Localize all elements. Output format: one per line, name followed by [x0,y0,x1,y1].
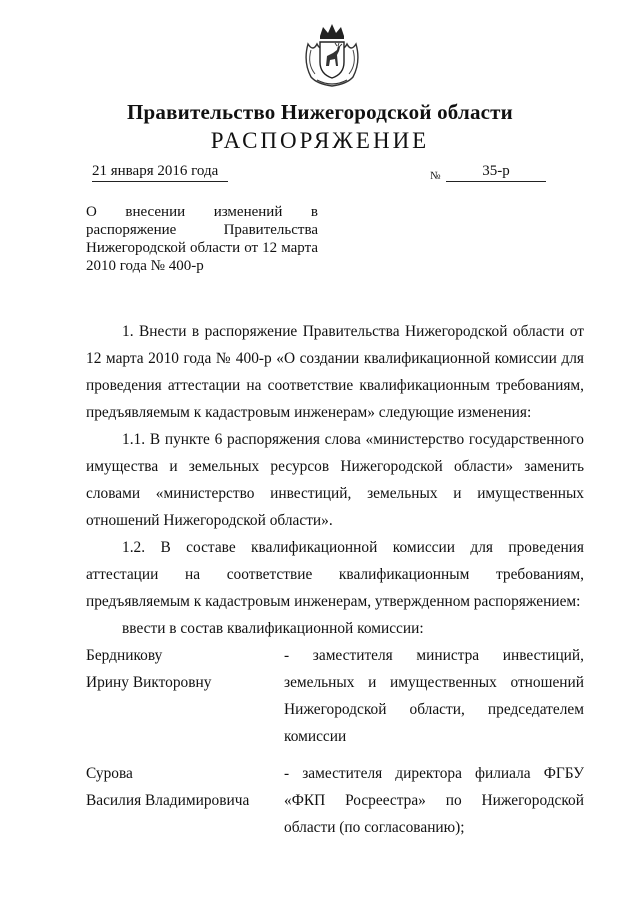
member-surname: Бердникову [86,647,163,664]
member-name [86,760,284,841]
paragraph-1-2: 1.2. В составе квалификационной комиссии для проведения аттестации на соответствие квалификационным требованиям, предъявляемым к кадастровым инженерам, утвержденном распоряжением: [86,539,584,610]
member-role: - заместителя директора филиала ФГБУ «ФКП Росреестра» по Нижегородской области (по согласованию); [284,765,584,836]
member-given-names: Ирину Викторовну [86,674,212,691]
document-date: 21 января 2016 года [92,163,228,182]
member-entry [86,642,584,750]
document-type: РАСПОРЯЖЕНИЕ [210,128,430,153]
member-name [86,642,284,750]
paragraph-intro: ввести в состав квалификационной комиссии: [122,620,424,637]
member-given-names: Василия Владимировича [86,792,250,809]
coat-of-arms-icon [303,22,361,88]
document-number: 35-р [446,163,546,182]
member-role: - заместителя министра инвестиций, земельных и имущественных отношений Нижегородской области, председателем комиссии [284,647,584,745]
member-surname: Сурова [86,765,133,782]
document-subject: О внесении изменений в распоряжение Правительства Нижегородской области от 12 марта 2010 года № 400-р [86,204,318,274]
paragraph-1-1: 1.1. В пункте 6 распоряжения слова «министерство государственного имущества и земельных ресурсов Нижегородской области» заменить словами «министерство инвестиций, земельных и имущественных отношений Нижегородской области». [86,431,584,529]
document-body [86,318,584,841]
number-label: № [430,170,441,182]
paragraph-1: 1. Внести в распоряжение Правительства Нижегородской области от 12 марта 2010 года № 400-р «О создании квалификационной комиссии для проведения аттестации на соответствие квалификационным требованиям, предъявляемым к кадастровым инженерам» следующие изменения: [86,323,584,421]
member-entry [86,760,584,841]
government-title: Правительство Нижегородской области [127,100,513,124]
